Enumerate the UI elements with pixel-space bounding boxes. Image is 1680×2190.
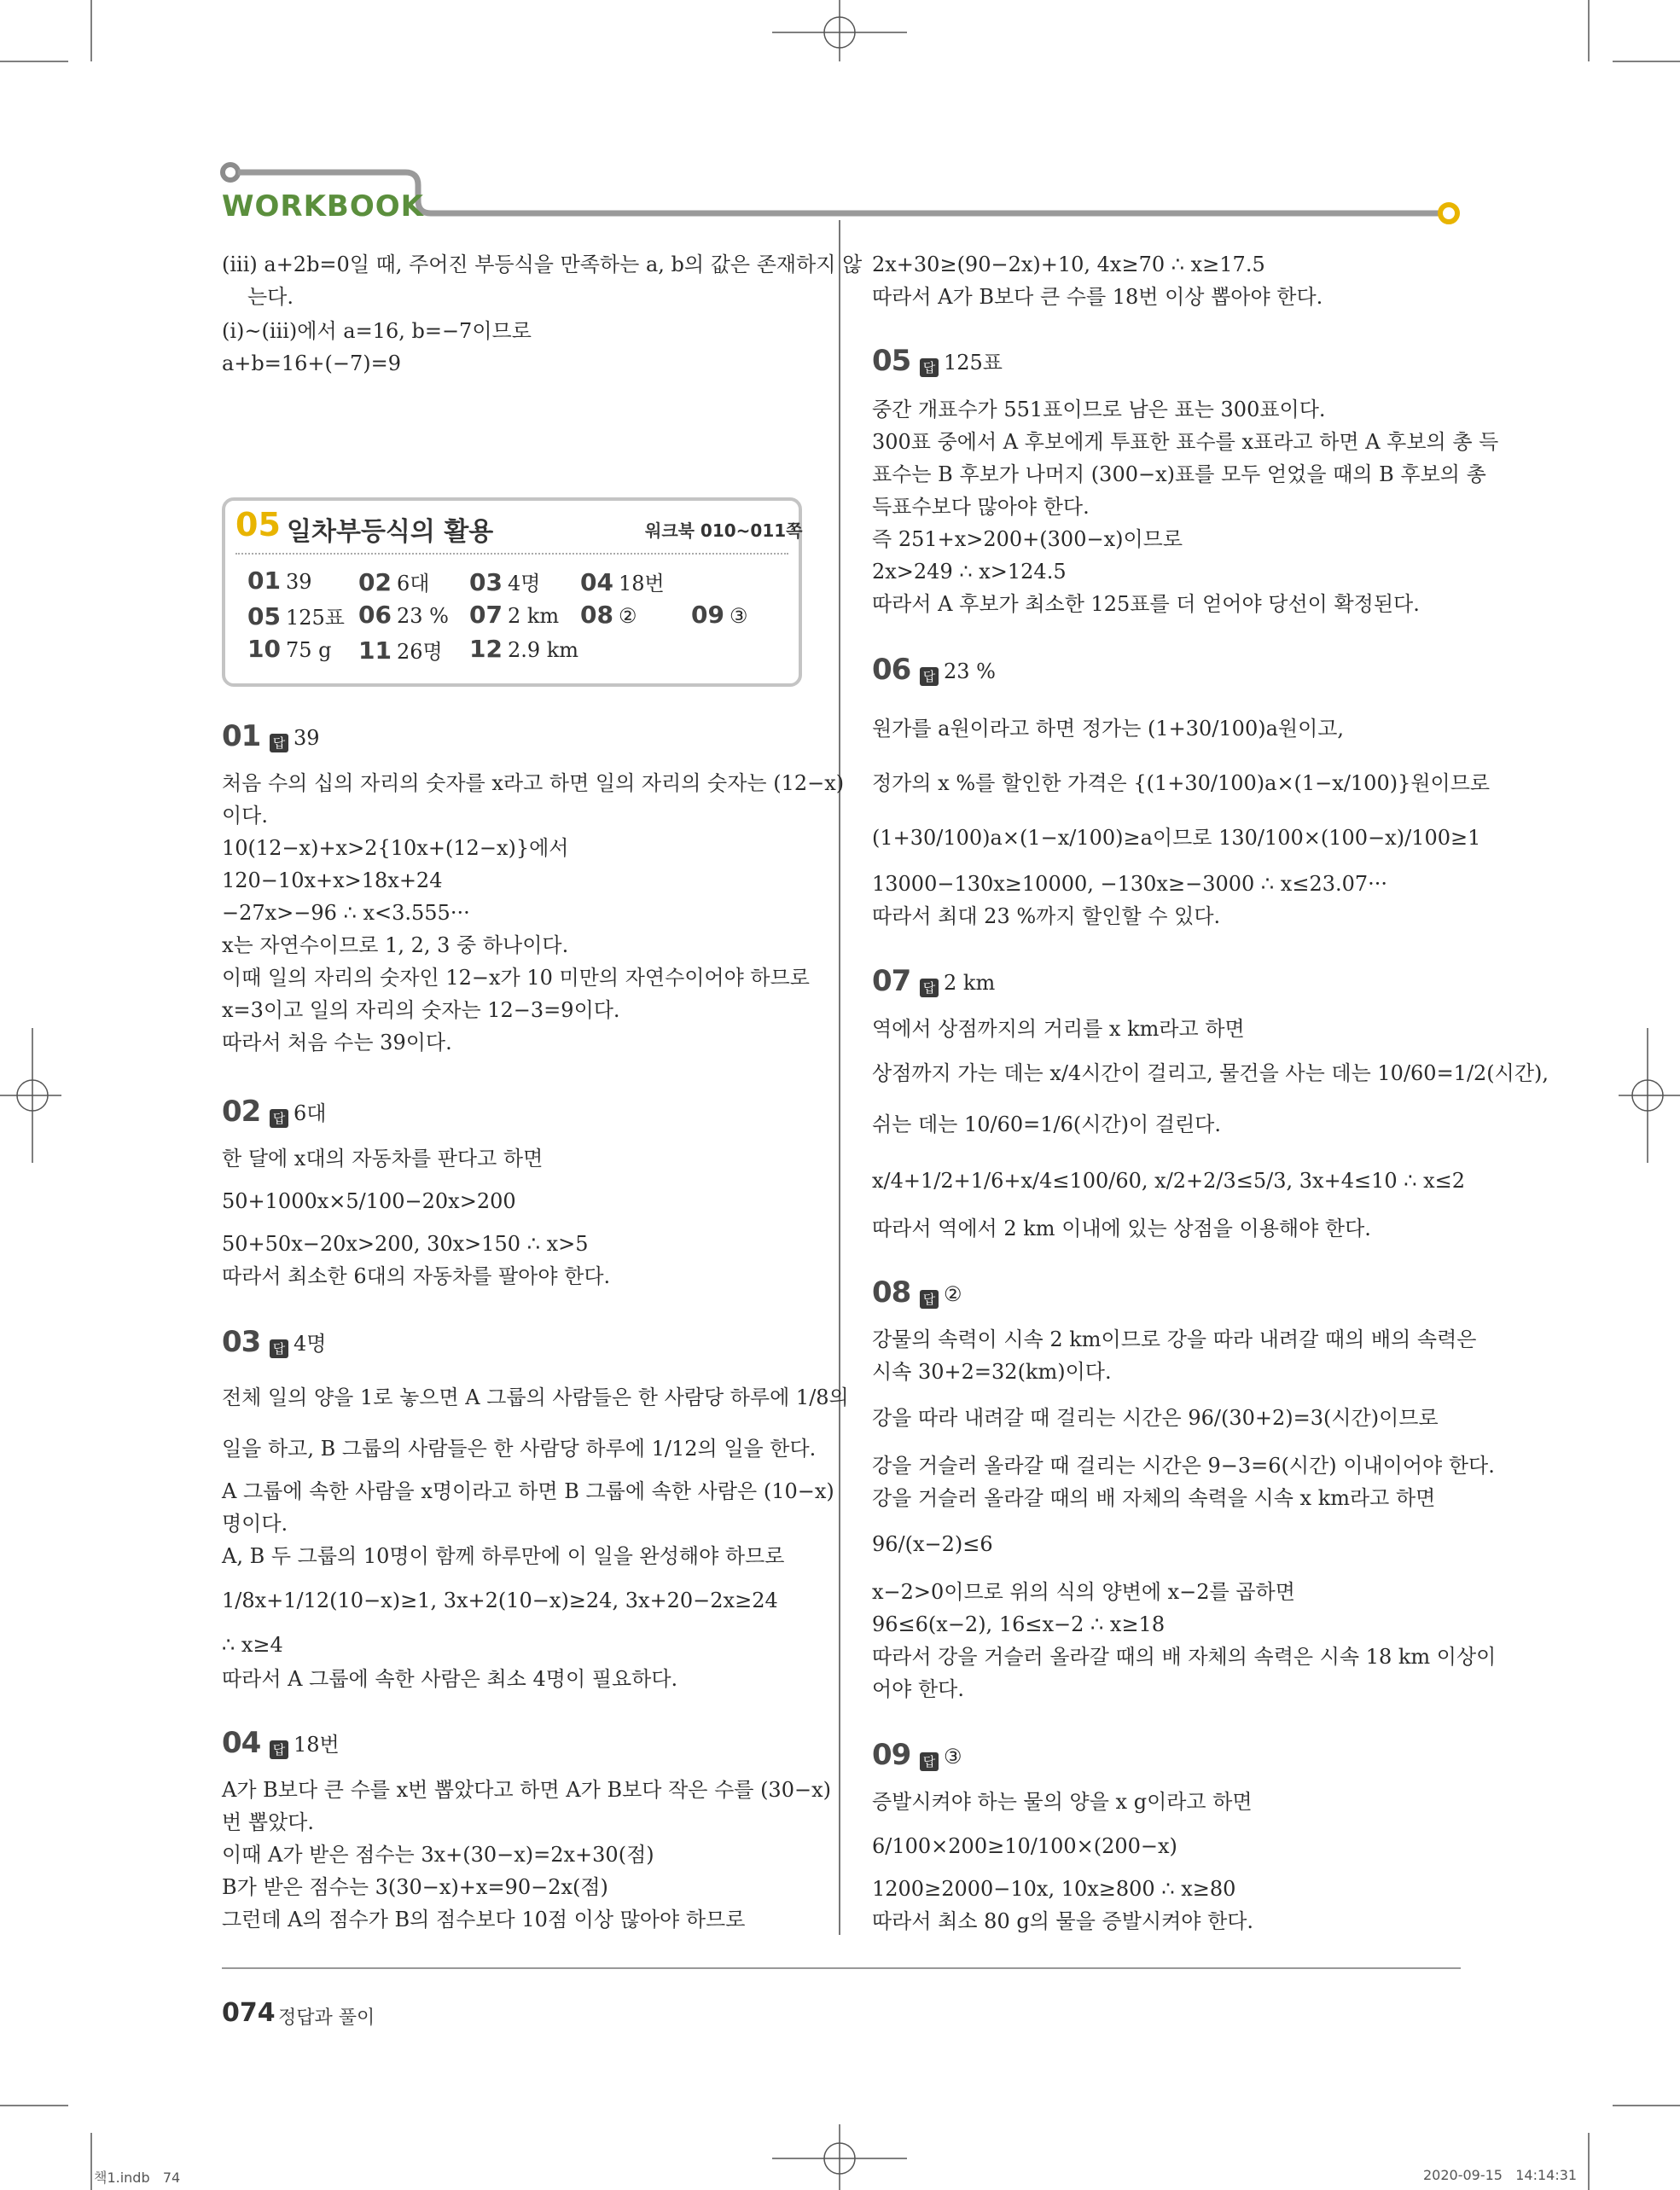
problem-answer: 답 23 % [920, 657, 996, 686]
answer-icon: 답 [920, 667, 939, 686]
text-line: A 그룹에 속한 사람을 x명이라고 하면 B 그룹에 속한 사람은 (10−x) [222, 1479, 834, 1503]
text-line: 번 뽑았다. [222, 1810, 314, 1834]
text-line: 정가의 x %를 할인한 가격은 {(1+30/100)a×(1−x/100)}원이므로 [872, 771, 1491, 795]
text-line: 강을 거슬러 올라갈 때의 배 자체의 속력을 시속 x km라고 하면 [872, 1486, 1436, 1510]
text-line: 그런데 A의 점수가 B의 점수보다 10점 이상 많아야 하므로 [222, 1908, 746, 1931]
text-line: 이다. [222, 804, 268, 828]
problem-number: 03 [222, 1325, 261, 1359]
answer-icon: 답 [270, 1109, 288, 1128]
text-line: 원가를 a원이라고 하면 정가는 (1+30/100)a원이고, [872, 717, 1345, 741]
footer-label: 정답과 풀이 [278, 2007, 375, 2029]
section-number: 05 [235, 506, 281, 543]
text-line: 이때 일의 자리의 숫자인 12−x가 10 미만의 자연수이어야 하므로 [222, 966, 810, 990]
text-line: 13000−130x≥10000, −130x≥−3000 ∴ x≤23.07··· [872, 872, 1388, 896]
problem-number: 08 [872, 1275, 911, 1310]
text-line: 일을 하고, B 그룹의 사람들은 한 사람당 하루에 1/12의 일을 한다. [222, 1437, 817, 1461]
text-line: 120−10x+x>18x+24 [222, 868, 443, 892]
text-line: 처음 수의 십의 자리의 숫자를 x라고 하면 일의 자리의 숫자는 (12−x) [222, 771, 845, 795]
text-line: (1+30/100)a×(1−x/100)≥a이므로 130/100×(100−x)/100≥1 [872, 826, 1481, 850]
text-line: A가 B보다 큰 수를 x번 뽑았다고 하면 A가 B보다 작은 수를 (30−x) [222, 1778, 831, 1802]
text-line: x/4+1/2+1/6+x/4≤100/60, x/2+2/3≤5/3, 3x+4≤10 ∴ x≤2 [872, 1169, 1466, 1193]
text-line: 10(12−x)+x>2{10x+(12−x)}에서 [222, 836, 569, 860]
answer-icon: 답 [270, 1740, 288, 1759]
text-line: 1/8x+1/12(10−x)≥1, 3x+2(10−x)≥24, 3x+20−2x≥24 [222, 1589, 778, 1612]
workbook-brand: WORKBOOK [222, 189, 425, 224]
print-timestamp: 2020-09-15 14:14:31 [1423, 2167, 1578, 2183]
problem-number: 04 [222, 1726, 261, 1760]
answer-icon: 답 [270, 734, 288, 752]
answer-key-item: 03 4명 [469, 568, 541, 596]
answer-key-item: 09 ③ [691, 601, 748, 629]
section-title: 일차부등식의 활용 [287, 517, 494, 547]
text-line: 어야 한다. [872, 1677, 964, 1701]
text-line: 따라서 A가 B보다 큰 수를 18번 이상 뽑아야 한다. [872, 285, 1323, 309]
problem-answer: 답 ③ [920, 1742, 962, 1771]
text-line: 강을 거슬러 올라갈 때 걸리는 시간은 9−3=6(시간) 이내이어야 한다. [872, 1454, 1495, 1478]
text-line: 강을 따라 내려갈 때 걸리는 시간은 96/(30+2)=3(시간)이므로 [872, 1406, 1439, 1430]
box-divider [235, 553, 788, 555]
problem-answer: 답 4명 [270, 1329, 326, 1358]
text-line: 표수는 B 후보가 나머지 (300−x)표를 모두 얻었을 때의 B 후보의 총 [872, 462, 1486, 486]
answer-icon: 답 [270, 1339, 288, 1358]
text-line: 2x>249 ∴ x>124.5 [872, 560, 1067, 584]
answer-icon: 답 [920, 1752, 939, 1771]
text-line: 6/100×200≥10/100×(200−x) [872, 1834, 1177, 1858]
problem-answer: 답 39 [270, 723, 320, 752]
text-line: −27x>−96 ∴ x<3.555··· [222, 901, 470, 925]
text-line: 시속 30+2=32(km)이다. [872, 1360, 1112, 1384]
answer-icon: 답 [920, 979, 939, 997]
text-line: 50+1000x×5/100−20x>200 [222, 1189, 516, 1213]
text-line: 는다. [247, 285, 294, 309]
text-line: 96≤6(x−2), 16≤x−2 ∴ x≥18 [872, 1612, 1166, 1636]
problem-number: 01 [222, 719, 261, 753]
answer-key-item: 10 75 g [247, 635, 332, 663]
text-line: (ⅰ)~(ⅲ)에서 a=16, b=−7이므로 [222, 319, 532, 343]
page-number: 074 [222, 1998, 276, 2028]
answer-key-item: 02 6대 [358, 568, 430, 596]
text-line: 따라서 A 그룹에 속한 사람은 최소 4명이 필요하다. [222, 1667, 678, 1691]
problem-number: 05 [872, 344, 911, 378]
text-line: 상점까지 가는 데는 x/4시간이 걸리고, 물건을 사는 데는 10/60=1/2(시간), [872, 1061, 1549, 1085]
answer-key-item: 05 125표 [247, 602, 345, 630]
text-line: 역에서 상점까지의 거리를 x km라고 하면 [872, 1017, 1245, 1041]
text-line: (iii) a+2b=0일 때, 주어진 부등식을 만족하는 a, b의 값은 존재하지 않 [222, 253, 863, 276]
answer-key-item: 11 26명 [358, 636, 443, 665]
answer-key-item: 07 2 km [469, 601, 560, 629]
text-line: 따라서 최소 80 g의 물을 증발시켜야 한다. [872, 1909, 1254, 1933]
text-line: 300표 중에서 A 후보에게 투표한 표수를 x표라고 하면 A 후보의 총 득 [872, 430, 1499, 454]
answer-icon: 답 [920, 1290, 939, 1309]
answer-key-item: 06 23 % [358, 601, 449, 629]
section-ref: 워크북 010~011쪽 [645, 520, 803, 541]
text-line: 득표수보다 많아야 한다. [872, 495, 1090, 519]
text-line: x−2>0이므로 위의 식의 양변에 x−2를 곱하면 [872, 1580, 1295, 1604]
text-line: x는 자연수이므로 1, 2, 3 중 하나이다. [222, 933, 569, 957]
problem-answer: 답 18번 [270, 1730, 340, 1759]
text-line: 따라서 역에서 2 km 이내에 있는 상점을 이용해야 한다. [872, 1217, 1371, 1240]
answer-key-item: 08 ② [580, 601, 637, 629]
text-line: 따라서 최소한 6대의 자동차를 팔아야 한다. [222, 1264, 611, 1288]
text-line: 강물의 속력이 시속 2 km이므로 강을 따라 내려갈 때의 배의 속력은 [872, 1327, 1477, 1351]
text-line: 2x+30≥(90−2x)+10, 4x≥70 ∴ x≥17.5 [872, 253, 1265, 276]
text-line: 따라서 최대 23 %까지 할인할 수 있다. [872, 904, 1221, 928]
problem-number: 02 [222, 1095, 261, 1129]
text-line: 1200≥2000−10x, 10x≥800 ∴ x≥80 [872, 1877, 1236, 1901]
text-line: B가 받은 점수는 3(30−x)+x=90−2x(점) [222, 1875, 608, 1899]
problem-answer: 답 125표 [920, 348, 1003, 377]
answer-icon: 답 [920, 358, 939, 377]
text-line: 즉 251+x>200+(300−x)이므로 [872, 527, 1183, 551]
text-line: 중간 개표수가 551표이므로 남은 표는 300표이다. [872, 398, 1326, 421]
text-line: 증발시켜야 하는 물의 양을 x g이라고 하면 [872, 1790, 1253, 1814]
text-line: 전체 일의 양을 1로 놓으면 A 그룹의 사람들은 한 사람당 하루에 1/8의 [222, 1385, 849, 1409]
problem-answer: 답 2 km [920, 968, 995, 997]
answer-key-item: 04 18번 [580, 568, 665, 596]
text-line: ∴ x≥4 [222, 1633, 283, 1657]
problem-number: 06 [872, 653, 911, 687]
text-line: 한 달에 x대의 자동차를 판다고 하면 [222, 1147, 544, 1171]
text-line: a+b=16+(−7)=9 [222, 351, 402, 375]
answer-key-item: 12 2.9 km [469, 635, 579, 663]
answer-key-item: 01 39 [247, 566, 312, 595]
footer-rule [222, 1967, 1461, 1969]
text-line: 따라서 처음 수는 39이다. [222, 1031, 452, 1054]
text-line: 쉬는 데는 10/60=1/6(시간)이 걸린다. [872, 1112, 1221, 1136]
text-line: 96/(x−2)≤6 [872, 1532, 993, 1556]
text-line: 따라서 강을 거슬러 올라갈 때의 배 자체의 속력은 시속 18 km 이상이 [872, 1645, 1497, 1669]
text-line: 명이다. [222, 1512, 288, 1536]
text-line: 이때 A가 받은 점수는 3x+(30−x)=2x+30(점) [222, 1843, 654, 1867]
problem-answer: 답 6대 [270, 1099, 326, 1128]
problem-number: 07 [872, 964, 911, 998]
problem-answer: 답 ② [920, 1280, 962, 1309]
text-line: A, B 두 그룹의 10명이 함께 하루만에 이 일을 완성해야 하므로 [222, 1544, 785, 1568]
text-line: x=3이고 일의 자리의 숫자는 12−3=9이다. [222, 998, 620, 1022]
problem-number: 09 [872, 1738, 911, 1772]
column-divider [839, 220, 840, 1935]
print-file-info: 책1.indb 74 [94, 2170, 181, 2186]
text-line: 따라서 A 후보가 최소한 125표를 더 얻어야 당선이 확정된다. [872, 592, 1420, 616]
text-line: 50+50x−20x>200, 30x>150 ∴ x>5 [222, 1232, 589, 1256]
